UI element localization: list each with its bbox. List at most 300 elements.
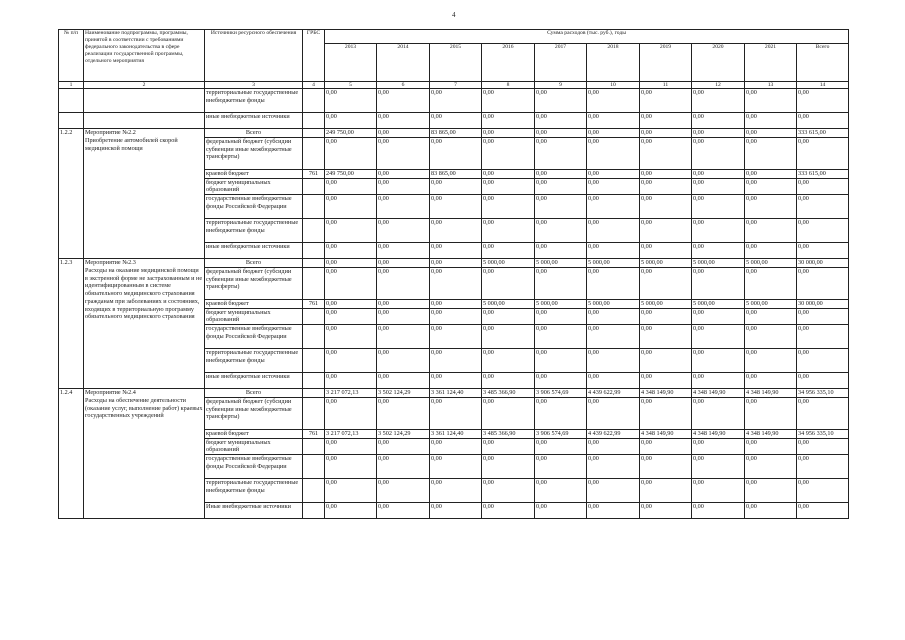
value-cell: 3 906 574,69: [535, 429, 587, 438]
header-year: 2016: [482, 44, 535, 82]
value-cell: 0,00: [377, 397, 430, 429]
value-cell: 0,00: [692, 479, 745, 503]
value-cell: 0,00: [325, 438, 377, 455]
value-cell: 0,00: [797, 113, 849, 129]
value-cell: 0,00: [482, 219, 535, 243]
value-cell: 0,00: [482, 308, 535, 325]
value-cell: 0,00: [377, 455, 430, 479]
value-cell: 0,00: [692, 195, 745, 219]
source-label: федеральный бюджет (субсидии субвенции иные межбюджетные трансферты): [205, 267, 303, 299]
value-cell: 0,00: [482, 137, 535, 169]
value-cell: 0,00: [325, 503, 377, 519]
value-cell: 0,00: [377, 438, 430, 455]
value-cell: 0,00: [587, 503, 640, 519]
value-cell: 0,00: [430, 455, 482, 479]
value-cell: 0,00: [482, 89, 535, 113]
value-cell: 0,00: [325, 479, 377, 503]
value-cell: 0,00: [377, 113, 430, 129]
value-cell: 0,00: [745, 455, 797, 479]
measure-title: Мероприятие №2.3: [85, 259, 136, 266]
measure-title: Мероприятие №2.2: [85, 129, 136, 136]
grbs-cell: 761: [303, 169, 325, 178]
value-cell: 0,00: [640, 137, 692, 169]
header-num: № п/п: [59, 30, 84, 82]
value-cell: 0,00: [797, 503, 849, 519]
row-name: [84, 89, 205, 113]
grbs-cell: [303, 178, 325, 195]
value-cell: 5 000,00: [482, 299, 535, 308]
value-cell: 0,00: [640, 178, 692, 195]
header-year: 2015: [430, 44, 482, 82]
value-cell: 0,00: [587, 325, 640, 349]
value-cell: 0,00: [482, 243, 535, 259]
grbs-cell: [303, 129, 325, 138]
value-cell: 0,00: [325, 259, 377, 268]
value-cell: 0,00: [377, 137, 430, 169]
value-cell: 0,00: [535, 113, 587, 129]
value-cell: 0,00: [745, 243, 797, 259]
value-cell: 0,00: [745, 308, 797, 325]
header-year: 2017: [535, 44, 587, 82]
value-cell: 0,00: [797, 219, 849, 243]
value-cell: 5 000,00: [535, 299, 587, 308]
column-number: 8: [482, 82, 535, 89]
source-label: государственные внебюджетные фонды Российской Федерации: [205, 195, 303, 219]
value-cell: 3 361 124,40: [430, 429, 482, 438]
measure-description: Расходы на оказание медицинской помощи в экстренной форме не застрахованным и не идентифицированным в системе обязательного медицинского страхования гражданам при заболеваниях и состояниях, входящих в территориальную программу обязательного медицинского страхования: [85, 266, 203, 321]
value-cell: 0,00: [430, 243, 482, 259]
value-cell: 4 348 149,90: [692, 389, 745, 398]
value-cell: 0,00: [587, 479, 640, 503]
grbs-cell: [303, 259, 325, 268]
value-cell: 0,00: [797, 479, 849, 503]
value-cell: 0,00: [692, 243, 745, 259]
table-row: [59, 129, 849, 138]
value-cell: 0,00: [377, 325, 430, 349]
value-cell: 0,00: [640, 438, 692, 455]
value-cell: 0,00: [640, 455, 692, 479]
source-label: федеральный бюджет (субсидии субвенции иные межбюджетные трансферты): [205, 137, 303, 169]
row-name: [84, 113, 205, 129]
grbs-cell: [303, 243, 325, 259]
header-grbs: ГРБС: [303, 30, 325, 82]
value-cell: 0,00: [587, 219, 640, 243]
value-cell: 0,00: [640, 243, 692, 259]
value-cell: 0,00: [535, 455, 587, 479]
header-year-total: Всего: [797, 44, 849, 82]
value-cell: 5 000,00: [640, 299, 692, 308]
value-cell: 0,00: [535, 243, 587, 259]
value-cell: 0,00: [535, 89, 587, 113]
value-cell: 0,00: [587, 455, 640, 479]
value-cell: 5 000,00: [640, 259, 692, 268]
value-cell: 249 750,00: [325, 169, 377, 178]
source-label: иные внебюджетные источники: [205, 373, 303, 389]
value-cell: 0,00: [745, 373, 797, 389]
value-cell: 0,00: [377, 89, 430, 113]
value-cell: 0,00: [430, 479, 482, 503]
header-sum-title: Сумма расходов (тыс. руб.), годы: [325, 30, 849, 44]
grbs-cell: [303, 438, 325, 455]
value-cell: 0,00: [325, 243, 377, 259]
value-cell: 30 000,00: [797, 299, 849, 308]
grbs-cell: [303, 503, 325, 519]
value-cell: 0,00: [535, 479, 587, 503]
value-cell: 4 439 622,99: [587, 389, 640, 398]
source-label: бюджет муниципальных образований: [205, 178, 303, 195]
column-number: 9: [535, 82, 587, 89]
value-cell: 0,00: [535, 438, 587, 455]
source-label: территориальные государственные внебюджетные фонды: [205, 349, 303, 373]
value-cell: 0,00: [535, 373, 587, 389]
value-cell: 0,00: [692, 308, 745, 325]
value-cell: 0,00: [377, 129, 430, 138]
value-cell: 0,00: [377, 259, 430, 268]
header-source: Источники ресурсного обеспечения: [205, 30, 303, 82]
value-cell: 0,00: [745, 178, 797, 195]
value-cell: 0,00: [587, 267, 640, 299]
value-cell: 0,00: [587, 137, 640, 169]
value-cell: 30 000,00: [797, 259, 849, 268]
value-cell: 0,00: [640, 169, 692, 178]
value-cell: 0,00: [797, 267, 849, 299]
source-label: государственные внебюджетные фонды Российской Федерации: [205, 325, 303, 349]
column-number: 7: [430, 82, 482, 89]
source-label: государственные внебюджетные фонды Российской Федерации: [205, 455, 303, 479]
grbs-cell: [303, 113, 325, 129]
column-number: 1: [59, 82, 84, 89]
measure-title: Мероприятие №2.4: [85, 389, 136, 396]
table-row: [59, 259, 849, 268]
value-cell: 4 348 149,90: [745, 389, 797, 398]
grbs-cell: [303, 349, 325, 373]
value-cell: 0,00: [325, 267, 377, 299]
grbs-cell: [303, 137, 325, 169]
value-cell: 0,00: [640, 373, 692, 389]
value-cell: 0,00: [692, 349, 745, 373]
source-label: территориальные государственные внебюджетные фонды: [205, 89, 303, 113]
source-label: Иные внебюджетные источники: [205, 503, 303, 519]
value-cell: 4 348 149,90: [640, 429, 692, 438]
value-cell: 0,00: [640, 479, 692, 503]
value-cell: 0,00: [325, 113, 377, 129]
measure-number: 1.2.4: [59, 389, 84, 519]
header-year: 2014: [377, 44, 430, 82]
value-cell: 0,00: [587, 438, 640, 455]
value-cell: 0,00: [745, 503, 797, 519]
value-cell: 4 348 149,90: [640, 389, 692, 398]
value-cell: 0,00: [692, 129, 745, 138]
value-cell: 0,00: [745, 219, 797, 243]
measure-number: 1.2.2: [59, 129, 84, 259]
measure-number: 1.2.3: [59, 259, 84, 389]
value-cell: 0,00: [482, 438, 535, 455]
value-cell: 5 000,00: [587, 259, 640, 268]
value-cell: 0,00: [482, 397, 535, 429]
value-cell: 0,00: [377, 219, 430, 243]
value-cell: 0,00: [797, 438, 849, 455]
value-cell: 0,00: [482, 479, 535, 503]
value-cell: 0,00: [430, 178, 482, 195]
value-cell: 0,00: [430, 503, 482, 519]
value-cell: 5 000,00: [692, 259, 745, 268]
value-cell: 0,00: [535, 129, 587, 138]
value-cell: 0,00: [482, 373, 535, 389]
value-cell: 0,00: [535, 349, 587, 373]
grbs-cell: [303, 479, 325, 503]
value-cell: 3 502 124,29: [377, 389, 430, 398]
value-cell: 0,00: [692, 89, 745, 113]
value-cell: 0,00: [377, 267, 430, 299]
value-cell: 0,00: [745, 325, 797, 349]
value-cell: 0,00: [640, 325, 692, 349]
value-cell: 4 348 149,90: [692, 429, 745, 438]
measure-name: [84, 129, 205, 259]
value-cell: 0,00: [535, 169, 587, 178]
source-label: иные внебюджетные источники: [205, 113, 303, 129]
measure-description: Расходы на обеспечение деятельности (оказание услуг, выполнение работ) краевых государственных учреждений: [85, 396, 203, 420]
value-cell: 0,00: [587, 89, 640, 113]
source-label: бюджет муниципальных образований: [205, 308, 303, 325]
value-cell: 0,00: [377, 299, 430, 308]
value-cell: 0,00: [325, 137, 377, 169]
source-label: территориальные государственные внебюджетные фонды: [205, 479, 303, 503]
value-cell: 0,00: [797, 325, 849, 349]
value-cell: 0,00: [430, 113, 482, 129]
value-cell: 0,00: [482, 455, 535, 479]
value-cell: 0,00: [325, 308, 377, 325]
value-cell: 0,00: [377, 308, 430, 325]
value-cell: 0,00: [640, 503, 692, 519]
value-cell: 0,00: [535, 195, 587, 219]
value-cell: 0,00: [640, 195, 692, 219]
value-cell: 0,00: [587, 349, 640, 373]
value-cell: 0,00: [430, 373, 482, 389]
value-cell: 3 502 124,29: [377, 429, 430, 438]
value-cell: 0,00: [797, 243, 849, 259]
grbs-cell: [303, 325, 325, 349]
grbs-cell: [303, 397, 325, 429]
value-cell: 0,00: [535, 267, 587, 299]
value-cell: 0,00: [692, 267, 745, 299]
value-cell: 83 865,00: [430, 129, 482, 138]
value-cell: 0,00: [325, 325, 377, 349]
column-number: 13: [745, 82, 797, 89]
value-cell: 0,00: [325, 219, 377, 243]
table-row: [59, 89, 849, 113]
grbs-cell: [303, 455, 325, 479]
value-cell: 0,00: [430, 219, 482, 243]
value-cell: 5 000,00: [745, 299, 797, 308]
value-cell: 0,00: [535, 137, 587, 169]
value-cell: 4 348 149,90: [745, 429, 797, 438]
value-cell: 0,00: [430, 308, 482, 325]
value-cell: 3 485 366,90: [482, 429, 535, 438]
source-label: Всего: [205, 259, 303, 268]
value-cell: 0,00: [377, 479, 430, 503]
value-cell: 0,00: [587, 178, 640, 195]
value-cell: 0,00: [430, 137, 482, 169]
grbs-cell: [303, 195, 325, 219]
value-cell: 0,00: [797, 373, 849, 389]
source-label: федеральный бюджет (субсидии субвенции иные межбюджетные трансферты): [205, 397, 303, 429]
value-cell: 333 615,00: [797, 169, 849, 178]
source-label: краевой бюджет: [205, 299, 303, 308]
value-cell: 0,00: [535, 325, 587, 349]
value-cell: 0,00: [535, 308, 587, 325]
value-cell: 34 956 335,10: [797, 389, 849, 398]
value-cell: 0,00: [640, 89, 692, 113]
value-cell: 0,00: [745, 349, 797, 373]
value-cell: 5 000,00: [692, 299, 745, 308]
value-cell: 0,00: [430, 325, 482, 349]
source-label: краевой бюджет: [205, 429, 303, 438]
grbs-cell: [303, 89, 325, 113]
value-cell: 0,00: [797, 195, 849, 219]
value-cell: 0,00: [325, 349, 377, 373]
value-cell: 0,00: [692, 169, 745, 178]
grbs-cell: 761: [303, 429, 325, 438]
value-cell: 0,00: [325, 397, 377, 429]
value-cell: 0,00: [797, 89, 849, 113]
value-cell: 249 750,00: [325, 129, 377, 138]
value-cell: 0,00: [587, 308, 640, 325]
value-cell: 0,00: [325, 178, 377, 195]
header-name: Наименование подпрограммы, программы, принятой в соответствии с требованиями федерального законодательства в сфере реализации государственной программы, отдельного мероприятия: [84, 30, 205, 82]
column-number: 4: [303, 82, 325, 89]
value-cell: 0,00: [430, 259, 482, 268]
source-label: иные внебюджетные источники: [205, 243, 303, 259]
value-cell: 3 906 574,69: [535, 389, 587, 398]
value-cell: 34 956 335,10: [797, 429, 849, 438]
value-cell: 0,00: [482, 325, 535, 349]
value-cell: 5 000,00: [587, 299, 640, 308]
value-cell: 0,00: [430, 195, 482, 219]
value-cell: 0,00: [535, 397, 587, 429]
source-label: Всего: [205, 129, 303, 138]
value-cell: 0,00: [482, 267, 535, 299]
value-cell: 0,00: [430, 299, 482, 308]
source-label: Всего: [205, 389, 303, 398]
value-cell: 0,00: [587, 113, 640, 129]
page-number: 4: [452, 11, 456, 19]
value-cell: 0,00: [587, 195, 640, 219]
value-cell: 0,00: [692, 137, 745, 169]
value-cell: 0,00: [482, 349, 535, 373]
value-cell: 0,00: [325, 89, 377, 113]
value-cell: 0,00: [325, 195, 377, 219]
value-cell: 0,00: [640, 267, 692, 299]
value-cell: 333 615,00: [797, 129, 849, 138]
column-number: 12: [692, 82, 745, 89]
value-cell: 0,00: [482, 178, 535, 195]
header-year: 2018: [587, 44, 640, 82]
value-cell: 0,00: [325, 299, 377, 308]
value-cell: 0,00: [587, 129, 640, 138]
budget-table: [58, 29, 849, 519]
value-cell: 0,00: [587, 243, 640, 259]
value-cell: 0,00: [745, 438, 797, 455]
value-cell: 5 000,00: [482, 259, 535, 268]
value-cell: 3 217 072,13: [325, 429, 377, 438]
value-cell: 0,00: [377, 243, 430, 259]
value-cell: 0,00: [535, 503, 587, 519]
value-cell: 0,00: [377, 373, 430, 389]
value-cell: 0,00: [430, 438, 482, 455]
source-label: территориальные государственные внебюджетные фонды: [205, 219, 303, 243]
value-cell: 0,00: [535, 178, 587, 195]
value-cell: 0,00: [692, 325, 745, 349]
value-cell: 0,00: [482, 129, 535, 138]
header-year: 2021: [745, 44, 797, 82]
value-cell: 0,00: [377, 195, 430, 219]
grbs-cell: [303, 373, 325, 389]
value-cell: 0,00: [587, 397, 640, 429]
value-cell: 0,00: [692, 373, 745, 389]
value-cell: 0,00: [640, 113, 692, 129]
column-number: 11: [640, 82, 692, 89]
value-cell: 0,00: [745, 89, 797, 113]
row-num: [59, 89, 84, 113]
row-num: [59, 113, 84, 129]
grbs-cell: [303, 219, 325, 243]
value-cell: 5 000,00: [745, 259, 797, 268]
value-cell: 0,00: [377, 503, 430, 519]
value-cell: 0,00: [745, 479, 797, 503]
value-cell: 4 439 622,99: [587, 429, 640, 438]
value-cell: 0,00: [640, 219, 692, 243]
value-cell: 0,00: [745, 137, 797, 169]
value-cell: 0,00: [587, 373, 640, 389]
value-cell: 0,00: [482, 195, 535, 219]
value-cell: 0,00: [692, 219, 745, 243]
value-cell: 0,00: [692, 503, 745, 519]
value-cell: 0,00: [482, 169, 535, 178]
value-cell: 0,00: [797, 137, 849, 169]
value-cell: 0,00: [692, 438, 745, 455]
measure-description: Приобретение автомобилей скорой медицинской помощи: [85, 136, 178, 152]
column-number: 3: [205, 82, 303, 89]
value-cell: 3 361 124,40: [430, 389, 482, 398]
value-cell: 0,00: [430, 397, 482, 429]
grbs-cell: [303, 267, 325, 299]
value-cell: 0,00: [377, 178, 430, 195]
value-cell: 0,00: [797, 178, 849, 195]
value-cell: 0,00: [377, 349, 430, 373]
value-cell: 0,00: [797, 308, 849, 325]
value-cell: 0,00: [482, 113, 535, 129]
value-cell: 0,00: [430, 349, 482, 373]
column-number: 14: [797, 82, 849, 89]
header-year: 2020: [692, 44, 745, 82]
value-cell: 0,00: [692, 178, 745, 195]
value-cell: 0,00: [535, 219, 587, 243]
value-cell: 0,00: [325, 455, 377, 479]
value-cell: 0,00: [325, 373, 377, 389]
value-cell: 0,00: [797, 397, 849, 429]
grbs-cell: [303, 389, 325, 398]
grbs-cell: [303, 308, 325, 325]
value-cell: 3 217 072,13: [325, 389, 377, 398]
value-cell: 0,00: [797, 455, 849, 479]
value-cell: 0,00: [745, 397, 797, 429]
value-cell: 0,00: [640, 397, 692, 429]
table-row: [59, 113, 849, 129]
value-cell: 0,00: [640, 308, 692, 325]
value-cell: 0,00: [745, 129, 797, 138]
table-row: [59, 389, 849, 398]
header-year: 2013: [325, 44, 377, 82]
